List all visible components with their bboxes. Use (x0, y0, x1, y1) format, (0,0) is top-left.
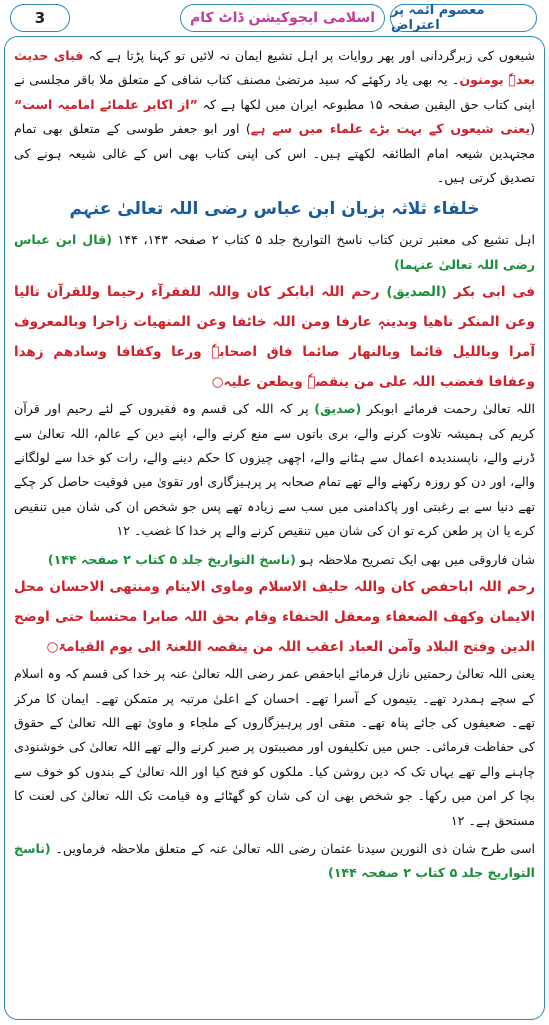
arabic-siddiq: (الصدیق) (386, 284, 447, 301)
page-number-badge: 3 (10, 4, 70, 32)
intro-paragraph (14, 44, 535, 190)
source-text-2: شان فاروقی میں بھی ایک تصریح ملاحظہ ہو (295, 551, 535, 567)
ayah-end-mark: ○ (211, 374, 224, 391)
intro-paren: ( (530, 121, 535, 137)
ayah-end-mark-2: ○ (46, 639, 59, 656)
arabic-body: رحم اللہ ابابکر کان واللہ للفقرآء رحیما وللقرآن تالیا وعن المنکر ناھیا وبدینہٖ عارفا ومن اللہ خائفا وعن المنھیات زاجرا وبالمعروف آمرا وباللیل قائما وبالنھار صائما فاق اصحابہٗ ورعا وکفافا وسادھم زھدا وعفافا فغضب اللہ علی من ینقصہٗ ویطعن علیہ (14, 284, 535, 391)
section-heading: خلفاء ثلاثہ بزبان ابن عباس رضی اللہ تعالیٰ عنہم (69, 199, 480, 220)
source-text: اہل تشیع کی معتبر ترین کتاب ناسخ التواریخ جلد ۵ کتاب ۲ صفحہ ۱۴۳، ۱۴۴ (111, 232, 535, 248)
translation-text-2: پر کہ اللہ کی قسم وہ فقیروں کے لئے رحیم اور قرآن کریم کی ہمیشہ تلاوت کرنے والے، بری باتوں سے منع کرنے والے، اپنے دین کے عالم، اللہ تعالیٰ سے ڈرنے والے، ناپسندیدہ اعمال سے ہٹانے والے، اچھی چیزوں کا حکم دینے والے، رات کو خدا سے لولگانے والے، اور دن کو روزہ رکھنے والے تھے تمام صحابہ پر پرہیزگاری اور تقویٰ میں فوقیت حاصل کر چکے تھے دنیا سے بے رغبتی اور پاکدامنی میں سب سے زیادہ تھے پس جو شخص ان کی شان میں تنقیص کرے یا ان پر طعن کرے تو ان کی شان میں تنقیص کرنے والے پر خدا کا غضب۔ ۱۲ (14, 401, 535, 539)
source-citation-2: (ناسخ التواریخ جلد ۵ کتاب ۲ صفحہ ۱۴۴) (47, 551, 296, 567)
translation-siddiq: (صدیق) (314, 401, 362, 417)
arabic-text-umar (14, 572, 535, 662)
persian-translation: یعنی شیعوں کے بہت بڑے علماء میں سے ہے (250, 121, 531, 137)
source-line-2 (14, 548, 535, 572)
arabic-text-abubakr (14, 277, 535, 397)
quran-quote: فبای حدیث بعدہٗ یومنون (14, 48, 535, 88)
arabic-prefix: فی ابی بکر (446, 284, 535, 301)
intro-text-1: شیعوں کی زبرگردانی اور پھر روایات پر اہل تشیع ایمان نہ لائیں تو کہنا پڑتا ہے کہ (83, 48, 535, 63)
translation-text-1: اللہ تعالیٰ رحمت فرمائے ابوبکر (361, 401, 535, 417)
site-name-badge: اسلامی ایجوکیشن ڈاٹ کام (180, 4, 385, 32)
arabic-body-2: رحم اللہ اباحفص کان واللہ حلیف الاسلام وماوی الایتام ومنتھی الاحسان محل الایمان وکھف الضعفاء ومعقل الحنفاء وقام بحق اللہ صابرا محتسبا حتی اوضح الدین وفتح البلاد وآمن العباد اعقب اللہ من ینقصہ اللعنۃ الی یوم القیامۃ (14, 579, 535, 656)
page-header (10, 4, 537, 34)
source-line-1 (14, 228, 535, 277)
source-citation: (قال ابن عباس رضی اللہ تعالیٰ عنہما) (14, 232, 535, 272)
source-text-3: اسی طرح شان ذی النورین سیدنا عثمان رضی اللہ تعالیٰ عنہ کے متعلق ملاحظہ فرماویں۔ (50, 840, 535, 856)
translation-umar: یعنی اللہ تعالیٰ رحمتیں نازل فرمائے اباحفص عمر رضی اللہ تعالیٰ عنہ پر خدا کی قسم کہ وہ اسلام کے سچے ہمدرد تھے۔ یتیموں کے آسرا تھے۔ احسان کے اعلیٰ مرتبہ پر متمکن تھے۔ ایمان کا مرکز تھے۔ ضعیفوں کی جائے پناہ تھے۔ متقی اور پرہیزگاروں کے ملجاء و ماویٰ تھے اللہ تعالیٰ کے حقوق کی حفاظت فرمائی۔ جس میں تکلیفوں اور مصیبتوں پر صبر کرنے والے تھے اللہ تعالیٰ کی خوشنودی چاہنے والے تھے یہاں تک کہ دین روشن کیا۔ ملکوں کو فتح کیا اور اللہ تعالیٰ کے بندوں کو خوف سے بچا کر امن میں رکھا۔ جو شخص بھی ان کی شان کو گھٹائے وہ قیامت تک اللہ تعالیٰ کی لعنت کا مستحق ہے۔ ۱۲ (14, 666, 535, 828)
page-content (14, 44, 535, 1014)
persian-quote: ”از اکابر علمائے امامیہ است“ (14, 96, 198, 112)
book-title-badge: معصوم ائمہ پر اعتراض (390, 4, 537, 32)
translation-abubakr (14, 397, 535, 543)
intro-text-3: ) اور ابو جعفر طوسی کے متعلق بھی تمام مجتہدین شیعہ امام الطائفہ لکھتے ہیں۔ اس کی اپنی کتاب بھی اس کے غالی شیعہ ہونے کی تصدیق کرتی ہیں۔ (14, 121, 535, 186)
source-line-3 (14, 837, 535, 886)
source-citation-3: (ناسخ التواریخ جلد ۵ کتاب ۲ صفحہ ۱۴۴) (14, 840, 535, 881)
intro-text-2: ۔ یہ بھی یاد رکھئے کہ سید مرتضیٰ مصنف کتاب شافی کے متعلق ملا باقر مجلسی نے اپنی کتاب حق الیقین صفحہ ۱۵ مطبوعہ ایران میں لکھا ہے کہ (14, 72, 535, 112)
